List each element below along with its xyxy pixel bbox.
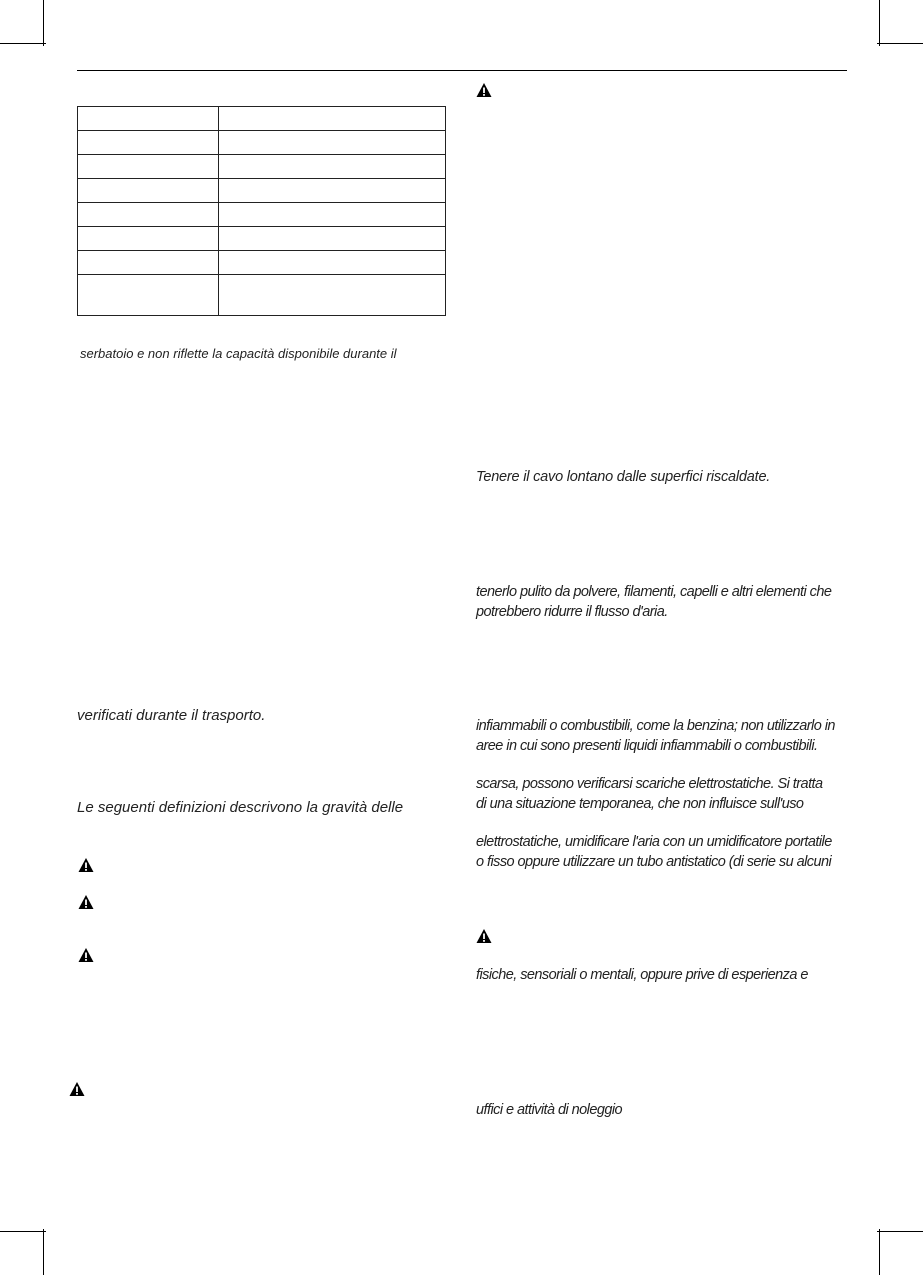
table-footnote: serbatoio e non riflette la capacità disponibile durante il — [80, 346, 397, 361]
warning-triangle-icon — [476, 82, 492, 98]
table-cell — [78, 251, 219, 275]
airflow-line-2: potrebbero ridurre il flusso d'aria. — [476, 604, 668, 620]
flammable-line-2: aree in cui sono presenti liquidi infiammabili o combustibili. — [476, 738, 818, 754]
table-row — [78, 275, 446, 316]
transport-text: verificati durante il trasporto. — [77, 707, 266, 724]
table-row — [78, 107, 446, 131]
table-cell — [219, 107, 446, 131]
humidifier-line-1: elettrostatiche, umidificare l'aria con un umidificatore portatile — [476, 834, 832, 850]
table-row — [78, 251, 446, 275]
crop-mark-bottom-left — [43, 1229, 44, 1275]
airflow-line-1: tenerlo pulito da polvere, filamenti, capelli e altri elementi che — [476, 584, 832, 600]
crop-mark-bottom-right — [879, 1229, 880, 1275]
table-cell — [78, 155, 219, 179]
table-cell — [219, 155, 446, 179]
table-row — [78, 155, 446, 179]
table-row — [78, 131, 446, 155]
humidifier-line-2: o fisso oppure utilizzare un tubo antistatico (di serie su alcuni — [476, 854, 832, 870]
table-cell — [78, 275, 219, 316]
cord-text: Tenere il cavo lontano dalle superfici riscaldate. — [476, 469, 771, 485]
warning-triangle-icon — [476, 928, 492, 944]
table-cell — [78, 203, 219, 227]
table-cell — [78, 227, 219, 251]
crop-mark-top-left-h — [0, 43, 46, 44]
table-cell — [219, 179, 446, 203]
definitions-intro: Le seguenti definizioni descrivono la gravità delle — [77, 799, 404, 816]
table-cell — [219, 251, 446, 275]
crop-mark-bottom-left-h — [0, 1231, 46, 1232]
table-row — [78, 203, 446, 227]
warning-triangle-icon — [78, 894, 94, 910]
crop-mark-bottom-right-h — [877, 1231, 923, 1232]
table-cell — [219, 203, 446, 227]
offices-text: uffici e attività di noleggio — [476, 1102, 623, 1118]
static-line-2: di una situazione temporanea, che non influisce sull'uso — [476, 796, 804, 812]
header-rule — [77, 70, 847, 71]
warning-triangle-icon — [78, 857, 94, 873]
table-row — [78, 227, 446, 251]
table-cell — [78, 179, 219, 203]
table-cell — [219, 131, 446, 155]
static-line-1: scarsa, possono verificarsi scariche elettrostatiche. Si tratta — [476, 776, 823, 792]
warning-triangle-icon — [69, 1081, 85, 1097]
spec-table — [77, 106, 446, 316]
table-row — [78, 179, 446, 203]
crop-mark-top-right-h — [877, 43, 923, 44]
table-cell — [219, 227, 446, 251]
crop-mark-top-left — [43, 0, 44, 46]
table-cell — [219, 275, 446, 316]
table-cell — [78, 107, 219, 131]
flammable-line-1: infiammabili o combustibili, come la benzina; non utilizzarlo in — [476, 718, 835, 734]
table-cell — [78, 131, 219, 155]
warning-triangle-icon — [78, 947, 94, 963]
persons-text: fisiche, sensoriali o mentali, oppure prive di esperienza e — [476, 967, 808, 983]
crop-mark-top-right — [879, 0, 880, 46]
